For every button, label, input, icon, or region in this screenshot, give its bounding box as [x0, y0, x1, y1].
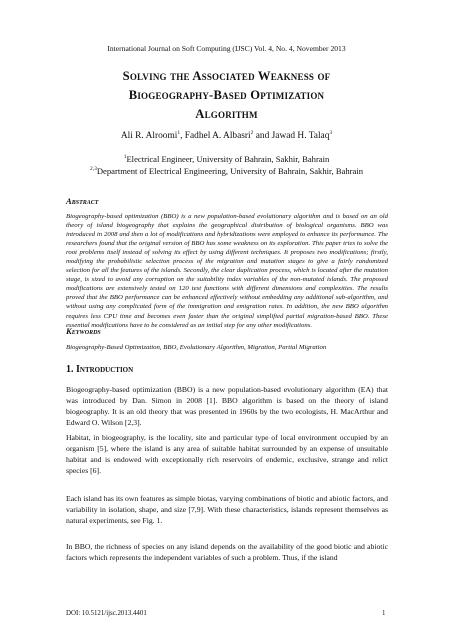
abstract-text: Biogeography-based optimization (BBO) is a new population-based evolutionary algorithm and is based on an old theory of island biogeography that explains the geographical distribution of biological organisms. BBO was introduced in 2008 and then a lot of modifications and hybridizations were employed to enhance its performance. The researchers found that the original version of BBO has some weakness on its exploration. This paper tries to solve the root problems itself instead of solving its effect by using different techniques. It proposes two modifications; firstly, modifying the probabilistic selection process of the migration and mutation stages to give a fairly randomized selection for all the features of the islands. Secondly, the clear duplication process, which is located after the mutation stage, is sized to avoid any corruption on the suitability index variables of the non-mutated islands. The proposed modifications are extensively tested on 120 test functions with different dimensions and complexities. The results proved that the BBO performance can be enhanced effectively without embedding any additional sub-algorithm, and without using any complicated form of the immigration and emigration rates. In addition, the new BBO algorithm requires less CPU time and becomes even faster than the original simplified partial migration-based BBO. These essential modifications have to be considered as an initial step for any other modifications. — [66, 213, 388, 329]
keywords-heading: Keywords — [66, 326, 101, 336]
author-list — [0, 131, 453, 141]
title-line-2: Biogeography-Based Optimization — [128, 88, 325, 102]
paper-title — [40, 67, 413, 124]
author-3: Jawad H. Talaq — [271, 131, 330, 141]
author-separator: , — [180, 131, 185, 141]
author-3-affil-mark: 3 — [329, 129, 333, 136]
abstract-heading: Abstract — [66, 196, 99, 206]
author-2-affil-mark: 2 — [250, 129, 254, 136]
title-line-1: Solving the Associated Weakness of — [122, 69, 331, 83]
affiliation-2 — [0, 166, 453, 176]
keywords-text: Biogeography-Based Optimization, BBO, Evolutionary Algorithm, Migration, Partial Migration — [66, 344, 327, 351]
introduction-paragraph-2: Habitat, in biogeography, is the locality, site and particular type of local environment occupied by an organism [5], where the island is any area of suitable habitat surrounded by an expense of unsuitable habitat and is endowed with exceptionally rich reservoirs of endemic, exclusive, strange and relict species [6]. — [66, 433, 388, 475]
introduction-paragraph-3: Each island has its own features as simple biotas, varying combinations of biotic and abiotic factors, and variability in isolation, shape, and size [7,9]. With these characteristics, islands represent themselves as natural experiments, see Fig. 1. — [66, 494, 388, 525]
introduction-heading: 1. Introduction — [66, 364, 134, 375]
author-separator: and — [253, 131, 272, 141]
page-number: 1 — [382, 610, 386, 617]
title-line-3: Algorithm — [195, 107, 258, 121]
affiliation-1 — [0, 154, 453, 164]
author-2: Fadhel A. Albasri — [184, 131, 251, 141]
affiliation-1-mark: 1 — [123, 154, 127, 161]
affiliation-2-text: Department of Electrical Engineering, University of Bahrain, Sakhir, Bahrain — [96, 166, 364, 176]
introduction-paragraph-1: Biogeography-based optimization (BBO) is a new population-based evolutionary algorithm (EA) that was introduced by Dan. Simon in 2008 [1]. BBO algorithm is based on the theory of island biogeography. It is an old theory that was presented in 1960s by the two ecologists, H. MacArthur and Edward O. Wilson [2,3]. — [66, 385, 388, 427]
affiliation-2-mark: 2,3 — [89, 166, 97, 173]
journal-header: International Journal on Soft Computing (IJSC) Vol. 4, No. 4, November 2013 — [107, 44, 346, 53]
introduction-paragraph-4: In BBO, the richness of species on any island depends on the availability of the good biotic and abiotic factors which represents the independent variables of such a problem. Thus, if the island — [66, 542, 388, 562]
doi-footer: DOI: 10.5121/ijsc.2013.4401 — [66, 610, 147, 617]
affiliation-1-text: Electrical Engineer, University of Bahrain, Sakhir, Bahrain — [126, 154, 330, 164]
author-1: Ali R. Alroomi — [120, 131, 178, 141]
author-1-affil-mark: 1 — [177, 129, 181, 136]
